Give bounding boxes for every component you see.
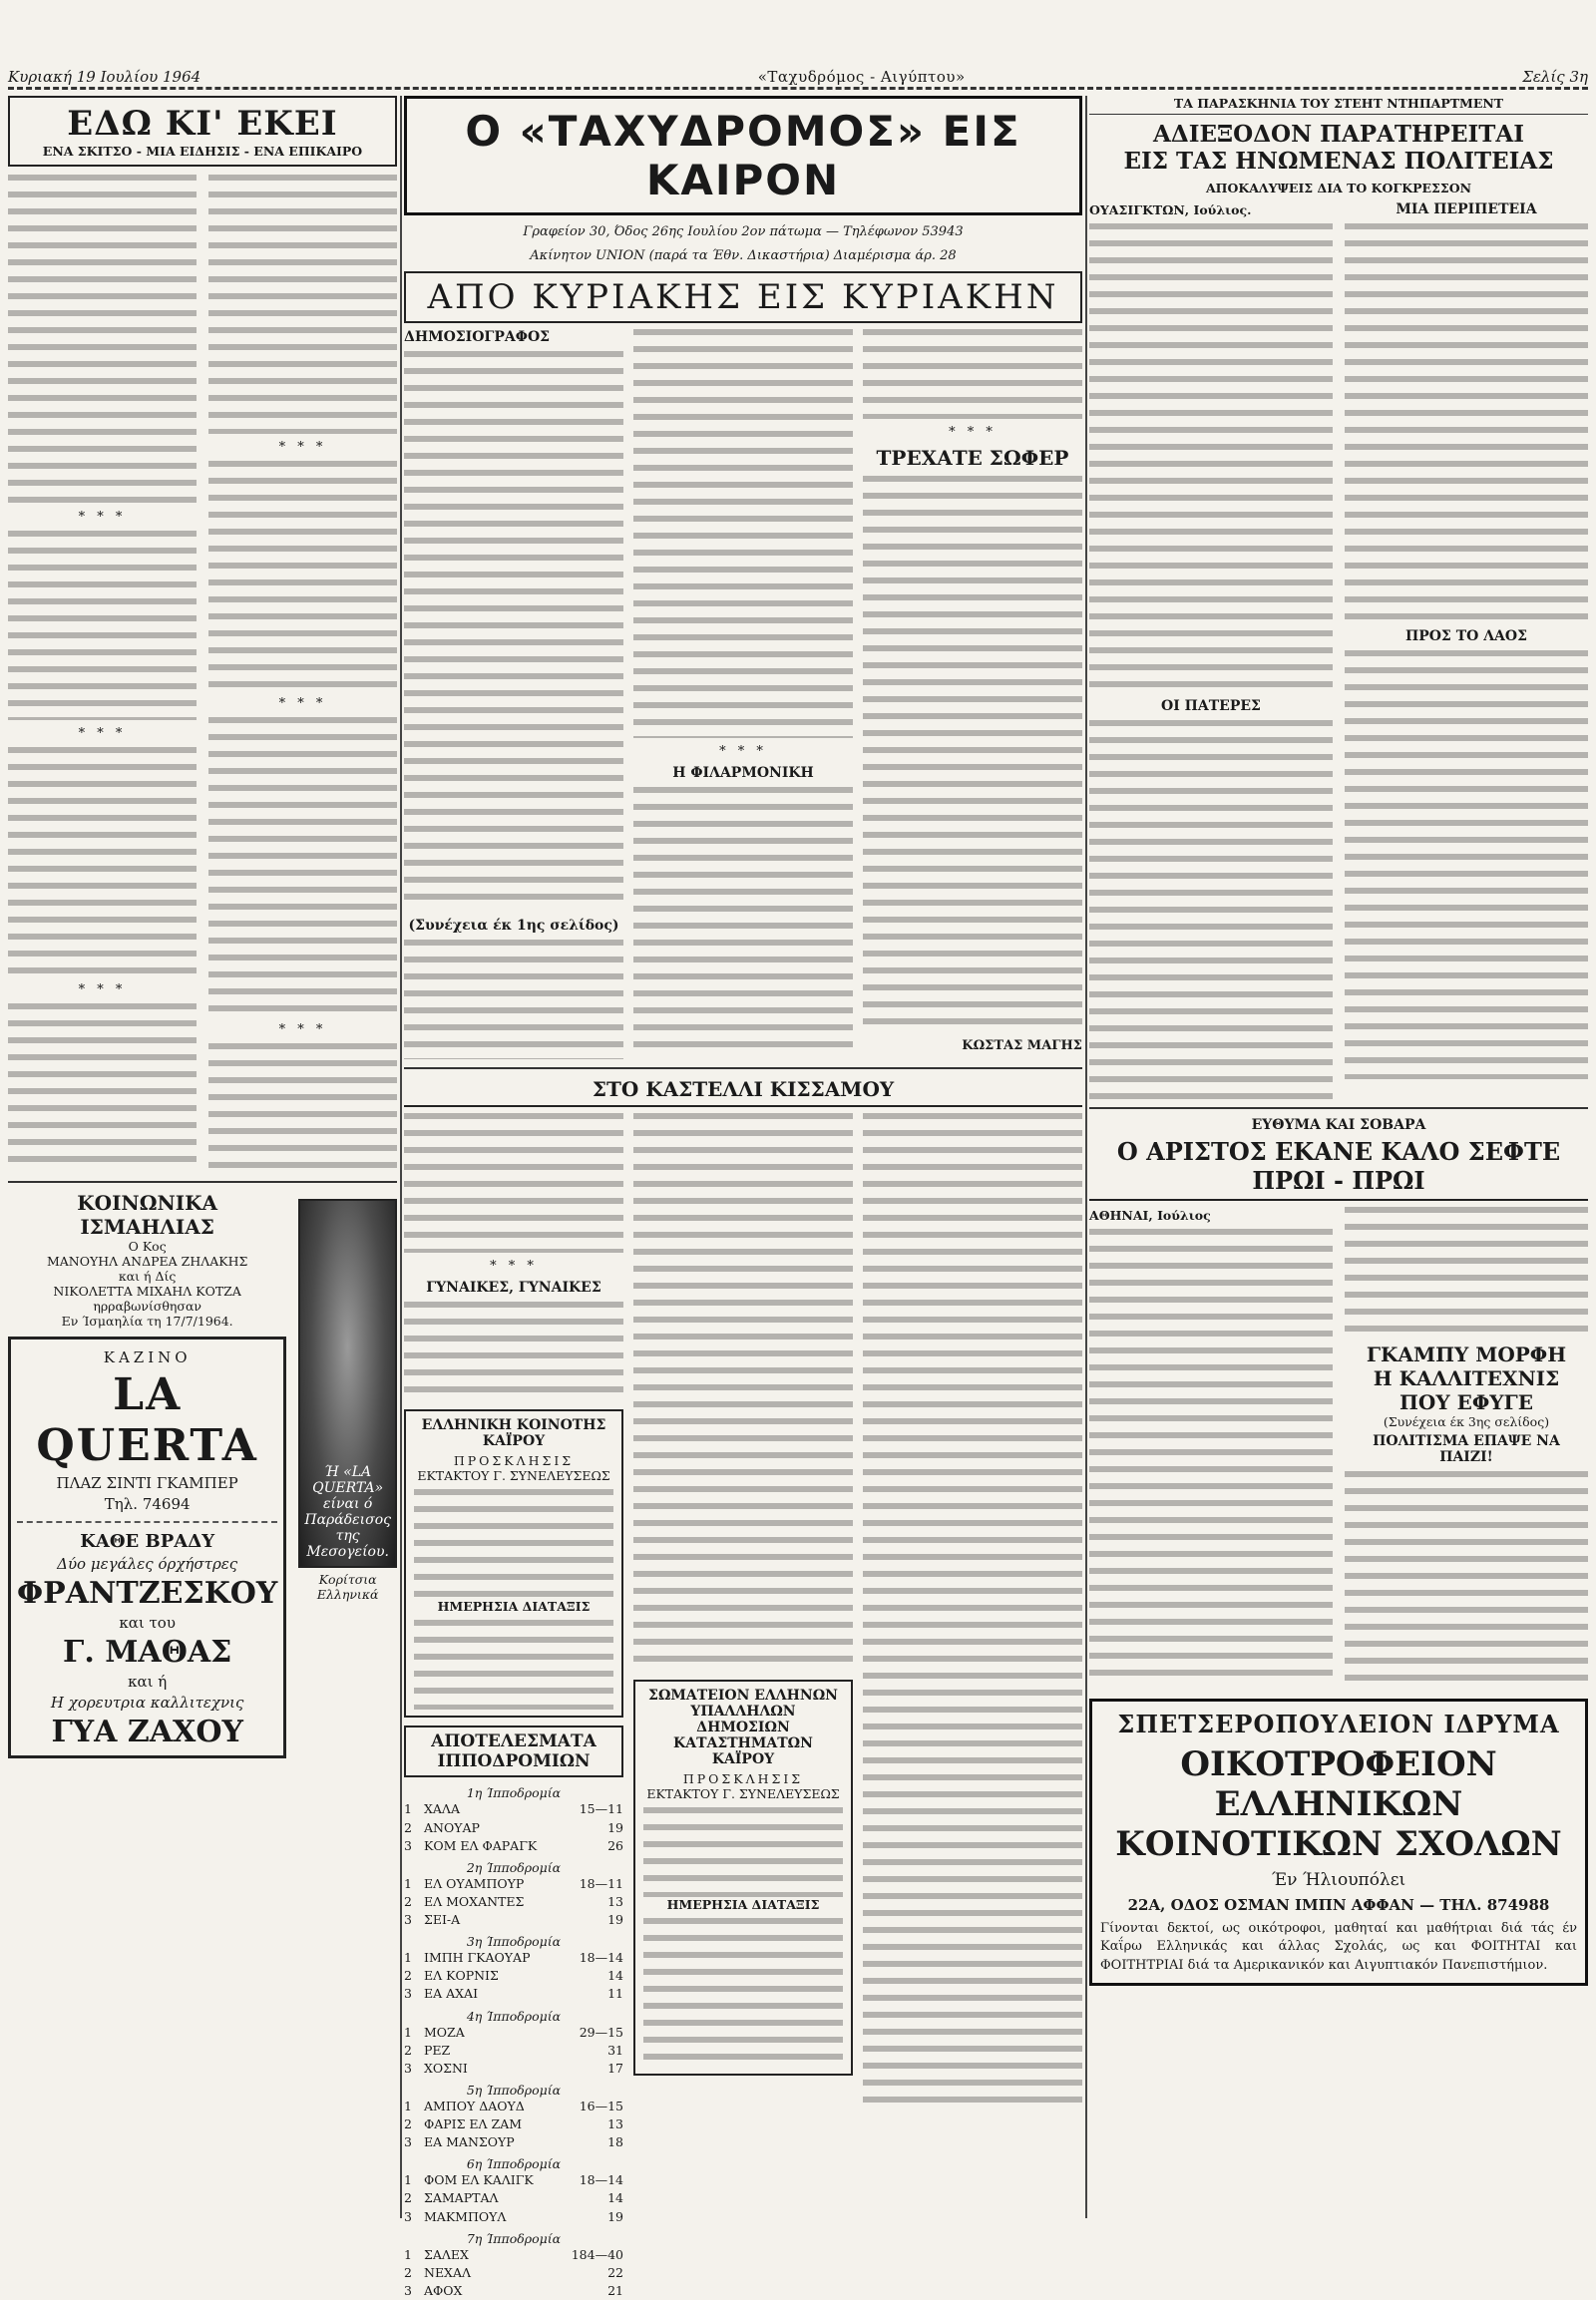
race-horse: ΑΦΟΧ (424, 2282, 463, 2298)
ad-address: 22Α, ΟΔΟΣ ΟΣΜΑΝ ΙΜΠΝ ΑΦΦΑΝ — ΤΗΛ. 874988 (1127, 1895, 1550, 1914)
race-row (404, 1800, 623, 1818)
race-position: 2 (404, 2042, 412, 2058)
koinonika-title: ΚΟΙΝΩΝΙΚΑ ΙΣΜΑΗΛΙΑΣ (77, 1191, 218, 1239)
edo-ki-ekei-subtitle: ΕΝΑ ΣΚΙΤΣΟ - ΜΙΑ ΕΙΔΗΣΙΣ - ΕΝΑ ΕΠΙΚΑΙΡΟ (42, 144, 363, 159)
imerisia-title: ΗΜΕΡΗΣΙΑ ΔΙΑΤΑΞΙΣ (437, 1599, 591, 1615)
race-horse: ΦΟΜ ΕΛ ΚΑΛΙΓΚ (424, 2172, 534, 2188)
kastelli-title: ΣΤΟ ΚΑΣΤΕΛΛΙ ΚΙΣΣΑΜΟΥ (404, 1077, 1082, 1107)
race-row (404, 1949, 623, 1967)
race-position: 3 (404, 1912, 412, 1927)
separator: * * * (719, 744, 767, 760)
ad-name: LA QUERTA (36, 1369, 258, 1471)
article-text (1345, 223, 1588, 622)
race-odds: 18—11 (579, 1875, 623, 1891)
race-heading: 7η Ίπποδρομία (466, 2230, 562, 2246)
race-odds: 19 (607, 1819, 623, 1835)
paidi-title: ΠΟΛΙΤΙΣΜΑ ΕΠΑΨΕ ΝΑ ΠΑΙΖΙ! (1373, 1432, 1560, 1465)
race-position: 3 (404, 2134, 412, 2150)
divider (1089, 1107, 1588, 1109)
ad-foundation: ΣΠΕΤΣΕΡΟΠΟΥΛΕΙΟΝ ΙΔΡΥΜΑ (1117, 1709, 1560, 1738)
race-horse: ΦΑΡΙΣ ΕΛ ΖΑΜ (424, 2116, 523, 2131)
race-heading: 5η Ίπποδρομία (466, 2082, 562, 2098)
race-position: 1 (404, 2024, 412, 2040)
article-text (1089, 223, 1333, 692)
race-odds: 13 (607, 1893, 623, 1909)
somateion-title: ΣΩΜΑΤΕΙΟΝ ΕΛΛΗΝΩΝ ΥΠΑΛΛΗΛΩΝ ΔΗΜΟΣΙΩΝ ΚΑΤΑΣΤΗΜΑΤΩΝ ΚΑΪΡΟΥ (648, 1688, 838, 1768)
race-position: 2 (404, 2190, 412, 2206)
race-heading: 3η Ίπποδρομία (466, 1934, 562, 1950)
separator: * * * (278, 696, 327, 711)
article-text (863, 476, 1082, 1034)
ad-every: ΚΑΘΕ ΒΡΑΔΥ (80, 1531, 215, 1552)
article-text (8, 1003, 197, 1163)
ektaktou-title: ΕΚΤΑΚΤΟΥ Γ. ΣΥΝΕΛΕΥΣΕΩΣ (417, 1468, 610, 1484)
article-text (863, 1113, 1082, 2110)
imerisia-title-2: ΗΜΕΡΗΣΙΑ ΔΙΑΤΑΞΙΣ (666, 1897, 820, 1913)
race-row (404, 1837, 623, 1855)
race-horse: ΕΛ ΟΥΑΜΠΟΥΡ (424, 1875, 525, 1891)
race-horse: ΕΛ ΜΟΧΑΝΤΕΣ (424, 1893, 525, 1909)
race-horse: ΣΑΜΑΡΤΑΛ (424, 2190, 499, 2206)
race-odds: 29—15 (579, 2024, 623, 2040)
article-text (643, 1918, 843, 2068)
race-position: 2 (404, 1819, 412, 1835)
race-horse: ΜΑΚΜΠΟΥΛ (424, 2208, 507, 2224)
race-odds: 14 (607, 1968, 623, 1984)
separator: * * * (490, 1259, 538, 1275)
race-row (404, 2171, 623, 2189)
race-row (404, 2282, 623, 2300)
eythyma-title: ΕΥΘΥΜΑ ΚΑΙ ΣΟΒΑΡΑ (1251, 1116, 1426, 1133)
dancer-photo (298, 1199, 397, 1568)
race-odds: 18—14 (579, 2172, 623, 2188)
race-horse: ΡΕΖ (424, 2042, 451, 2058)
race-horse: ΣΑΛΕΧ (424, 2246, 469, 2262)
header-date: Κυριακή 19 Ιουλίου 1964 (8, 67, 201, 86)
masthead-title: Ο «ΤΑΧΥΔΡΟΜΟΣ» ΕΙΣ ΚΑΙΡΟΝ (465, 107, 1021, 204)
adieksodon-title: ΑΔΙΕΞΟΔΟΝ ΠΑΡΑΤΗΡΕΙΤΑΙ (1153, 121, 1524, 148)
right-column (1089, 96, 1588, 2218)
office-address-1: Γραφείον 30, Όδος 26ης Ιουλίου 2ον πάτωμα — Τηλέφωνον 53943 (523, 224, 964, 239)
article-text (1345, 1207, 1588, 1337)
race-row (404, 2208, 623, 2226)
race-odds: 19 (607, 1912, 623, 1927)
article-text (208, 717, 397, 1016)
article-text (8, 747, 197, 976)
race-horse: ΧΑΛΑ (424, 1801, 460, 1817)
koinotis-title: ΕΛΛΗΝΙΚΗ ΚΟΙΝΟΤΗΣ ΚΑΪΡΟΥ (421, 1417, 606, 1450)
center-upper-articles (404, 329, 1082, 1059)
separator: * * * (278, 1022, 327, 1037)
ad-location: Έν Ήλιουπόλει (1271, 1869, 1406, 1890)
race-heading: 2η Ίπποδρομία (466, 1859, 562, 1875)
masthead (404, 96, 1082, 215)
race-row (404, 2133, 623, 2151)
article-text (8, 175, 197, 504)
filarmoniki-title: Η ΦΙΛΑΡΜΟΝΙΚΗ (672, 765, 814, 782)
la-querta-ad (8, 1337, 286, 1758)
race-odds: 21 (607, 2282, 623, 2298)
left-column (8, 96, 397, 2218)
koinotis-notice (404, 1409, 623, 1718)
aristos-title: Ο ΑΡΙΣΤΟΣ ΕΚΑΝΕ ΚΑΛΟ ΣΕΦΤΕ ΠΡΩΙ - ΠΡΩΙ (1089, 1137, 1588, 1201)
article-text (1345, 650, 1588, 1079)
race-row (404, 1875, 623, 1893)
race-horse: ΕΑ ΑΧΑΙ (424, 1986, 479, 2002)
race-horse: ΚΟΜ ΕΛ ΦΑΡΑΓΚ (424, 1837, 538, 1853)
race-row (404, 2060, 623, 2078)
race-position: 1 (404, 1950, 412, 1966)
divider (17, 1521, 277, 1523)
edo-ki-ekei-title: ΕΔΩ ΚΙ' ΕΚΕΙ (67, 104, 338, 144)
race-position: 1 (404, 2246, 412, 2262)
race-row (404, 1911, 623, 1929)
ad-orphanage: ΟΙΚΟΤΡΟΦΕΙΟΝ ΕΛΛΗΝΙΚΩΝ ΚΟΙΝΟΤΙΚΩΝ ΣΧΟΛΩΝ (1115, 1743, 1562, 1864)
race-odds: 14 (607, 2190, 623, 2206)
race-horse: ΕΛ ΚΟΡΝΙΣ (424, 1968, 499, 1984)
race-position: 3 (404, 2282, 412, 2298)
race-odds: 31 (607, 2042, 623, 2058)
race-results-title: ΑΠΟΤΕΛΕΣΜΑΤΑ ΙΠΠΟΔΡΟΜΙΩΝ (404, 1725, 623, 1777)
race-row (404, 1985, 623, 2003)
edo-ki-ekei-body (8, 175, 397, 1173)
koinonika-line: ΝΙΚΟΛΕΤΤΑ ΜΙΧΑΗΛ ΚΟΤΖΑ (53, 1284, 241, 1299)
separator: * * * (78, 982, 127, 997)
race-odds: 19 (607, 2208, 623, 2224)
apo-kyriakis-title: ΑΠΟ ΚΥΡΙΑΚΗΣ ΕΙΣ ΚΥΡΙΑΚΗΝ (404, 271, 1082, 323)
race-position: 3 (404, 2208, 412, 2224)
race-row (404, 2189, 623, 2207)
article-text (208, 1043, 397, 1173)
race-odds: 16—15 (579, 2098, 623, 2113)
ad-tel: Τηλ. 74694 (104, 1495, 191, 1513)
column-rule (1085, 96, 1087, 2218)
race-horse: ΣΕΙ-Α (424, 1912, 461, 1927)
pros-laos-title: ΠΡΟΣ ΤΟ ΛΑΟΣ (1404, 628, 1528, 644)
divider (404, 1067, 1082, 1069)
race-position: 1 (404, 1875, 412, 1891)
gynaikes-title: ΓΥΝΑΙΚΕΣ, ΓΥΝΑΙΚΕΣ (426, 1280, 601, 1297)
article-signature: ΚΩΣΤΑΣ ΜΑΓΗΣ (962, 1038, 1082, 1054)
race-heading: 1η Ίπποδρομία (466, 1785, 562, 1801)
article-text (1089, 1229, 1333, 1678)
article-text (633, 787, 853, 1056)
race-position: 2 (404, 2264, 412, 2280)
race-row (404, 1967, 623, 1985)
article-text (414, 1489, 613, 1599)
koinonika-line: Εν Ίσμαηλία τη 17/7/1964. (61, 1314, 233, 1329)
kallitexnis-title: Η ΚΑΛΛΙΤΕΧΝΙΣ ΠΟΥ ΕΦΥΓΕ (1373, 1365, 1560, 1414)
separator: * * * (278, 440, 327, 455)
dateline: ΟΥΑΣΙΓΚΤΩΝ, Ιούλιος. (1089, 202, 1252, 217)
article-text (1089, 720, 1333, 1099)
divider (8, 1181, 397, 1183)
race-position: 1 (404, 2098, 412, 2113)
office-address-2: Ακίνητον UNION (παρά τα Έθν. Δικαστήρια) Διαμέρισμα άρ. 28 (530, 248, 957, 264)
race-row (404, 2115, 623, 2133)
koinonika-line: και ή Δίς (118, 1269, 177, 1284)
ad-dancer-label: Η χορευτρια καλλιτεχνις (50, 1694, 244, 1712)
article-text (633, 329, 853, 738)
center-column (404, 96, 1082, 2298)
separator: * * * (78, 726, 127, 741)
article-text (404, 1302, 623, 1401)
spetseropouleion-ad (1089, 1699, 1588, 1986)
race-row (404, 2246, 623, 2264)
race-odds: 18—14 (579, 1950, 623, 1966)
ad-text: Γίνονται δεκτοί, ως οικότροφοι, μαθηταί και μαθήτριαι διά τάς έν Καΐρω Ελληνικάς και άλλας Σχολάς, ως και ΦΟΙΤΗΤΑΙ και ΦΟΙΤΗΤΡΙΑΙ διά τα Αμερικανικόν και Αιγυπτιακόν Πανεπιστήμιον. (1100, 1920, 1577, 1973)
ad-and: και του (119, 1614, 176, 1632)
race-position: 3 (404, 1986, 412, 2002)
race-position: 2 (404, 2116, 412, 2131)
koinonika-line: Ο Κος (128, 1239, 167, 1254)
peripeteia-title: ΜΙΑ ΠΕΡΙΠΕΤΕΙΑ (1396, 201, 1537, 217)
article-text (633, 1113, 853, 1672)
race-odds: 18 (607, 2134, 623, 2150)
race-results (404, 1785, 623, 2300)
race-horse: ΙΜΠΗ ΓΚΑΟΥΑΡ (424, 1950, 531, 1966)
article-text (863, 329, 1082, 419)
kastelli-continued: (Συνέχεια έκ 1ης σελίδος) (408, 918, 619, 935)
race-position: 2 (404, 1968, 412, 1984)
race-odds: 22 (607, 2264, 623, 2280)
race-position: 2 (404, 1893, 412, 1909)
dateline-2: ΑΘΗΝΑΙ, Ιούλιος (1089, 1207, 1211, 1223)
race-horse: ΑΜΠΟΥ ΔΑΟΥΔ (424, 2098, 525, 2113)
article-text (1345, 1471, 1588, 1691)
prosklisis-title-2: ΠΡΟΣΚΛΗΣΙΣ (682, 1771, 804, 1787)
koinonika-line: ΜΑΝΟΥΗΛ ΑΝΔΡΕΑ ΖΗΛΑΚΗΣ (46, 1254, 248, 1269)
ad-casino: ΚΑΖΙΝΟ (103, 1348, 192, 1366)
ad-orchestra-2: Γ. ΜΑΘΑΣ (63, 1635, 232, 1670)
article-text (643, 1807, 843, 1897)
parakinia-kicker: ΤΑ ΠΑΡΑΣΚΗΝΙΑ ΤΟΥ ΣΤΕΗΤ ΝΤΗΠΑΡΤΜΕΝΤ (1089, 96, 1588, 115)
byline: ΔΗΜΟΣΙΟΓΡΑΦΟΣ (404, 329, 551, 346)
race-odds: 26 (607, 1837, 623, 1853)
left-lower-section (8, 1191, 397, 1766)
adieksodon-subtitle: ΑΠΟΚΑΛΥΨΕΙΣ ΔΙΑ ΤΟ ΚΟΓΚΡΕΣΣΟΝ (1205, 181, 1472, 195)
race-horse: ΜΟΖΑ (424, 2024, 465, 2040)
adieksodon-title-2: ΕΙΣ ΤΑΣ ΗΝΩΜΕΝΑΣ ΠΟΛΙΤΕΙΑΣ (1123, 148, 1554, 175)
article-text (404, 351, 623, 910)
race-row (404, 2264, 623, 2282)
morfi-title: ΓΚΑΜΠΥ ΜΟΡΦΗ (1366, 1342, 1567, 1366)
race-row (404, 2098, 623, 2115)
race-odds: 11 (607, 1986, 623, 2002)
somateion-notice (633, 1680, 853, 2076)
race-horse: ΝΕΧΑΛ (424, 2264, 472, 2280)
edo-ki-ekei-header (8, 96, 397, 167)
race-horse: ΕΑ ΜΑΝΣΟΥΡ (424, 2134, 515, 2150)
prosklisis-title: ΠΡΟΣΚΛΗΣΙΣ (453, 1453, 575, 1469)
race-row (404, 2024, 623, 2042)
kallitexnis-continued: (Συνέχεια έκ 3ης σελίδος) (1383, 1413, 1550, 1429)
ad-orchestra-1: ΦΡΑΝΤΖΕΣΚΟΥ (17, 1576, 278, 1611)
ad-dancer-name: ΓΥΑ ΖΑΧΟΥ (51, 1715, 243, 1749)
race-position: 1 (404, 1801, 412, 1817)
header-paper-name: «Ταχυδρόμος - Αιγύπτου» (757, 67, 966, 86)
ad-and-2: και ή (128, 1673, 168, 1691)
article-text (414, 1620, 613, 1710)
article-text (8, 531, 197, 720)
race-row (404, 2042, 623, 2060)
article-text (208, 175, 397, 434)
race-position: 3 (404, 1837, 412, 1853)
photo-credit: Κορίτσια Ελληνικά (316, 1572, 379, 1602)
race-position: 3 (404, 2060, 412, 2076)
center-lower-articles (404, 1113, 1082, 2300)
race-row (404, 1819, 623, 1837)
pateres-title: ΟΙ ΠΑΤΕΡΕΣ (1161, 697, 1261, 714)
race-heading: 6η Ίπποδρομία (466, 2156, 562, 2172)
separator: * * * (949, 425, 997, 441)
ad-address: ΠΛΑΖ ΣΙΝΤΙ ΓΚΑΜΠΕΡ (56, 1474, 238, 1492)
race-horse: ΧΟΣΝΙ (424, 2060, 468, 2076)
race-odds: 17 (607, 2060, 623, 2076)
race-heading: 4η Ίπποδρομία (466, 2008, 562, 2024)
right-lower-articles (1089, 1207, 1588, 1691)
ad-sub: Δύο μεγάλες όρχήστρες (57, 1555, 238, 1573)
race-position: 1 (404, 2172, 412, 2188)
article-text (404, 1113, 623, 1253)
trexate-title: ΤΡΕΧΑΤΕ ΣΩΦΕΡ (876, 446, 1069, 471)
race-odds: 13 (607, 2116, 623, 2131)
race-row (404, 1893, 623, 1911)
photo-caption: Ή «LA QUERTA» είναι ό Παράδεισος της Μεσογείου. (304, 1464, 391, 1560)
race-horse: ΑΝΟΥΑΡ (424, 1819, 480, 1835)
article-text (208, 461, 397, 690)
header-page-number: Σελίς 3η (1522, 67, 1588, 86)
race-odds: 184—40 (571, 2246, 623, 2262)
article-text (404, 940, 623, 1059)
column-rule (400, 96, 402, 2218)
koinonika-line: ηρραβωνίσθησαν (93, 1299, 201, 1314)
race-odds: 15—11 (579, 1801, 623, 1817)
running-header (8, 66, 1588, 90)
separator: * * * (78, 510, 127, 525)
ektaktou-title-2: ΕΚΤΑΚΤΟΥ Γ. ΣΥΝΕΛΕΥΣΕΩΣ (646, 1786, 840, 1802)
right-upper-articles (1089, 201, 1588, 1099)
